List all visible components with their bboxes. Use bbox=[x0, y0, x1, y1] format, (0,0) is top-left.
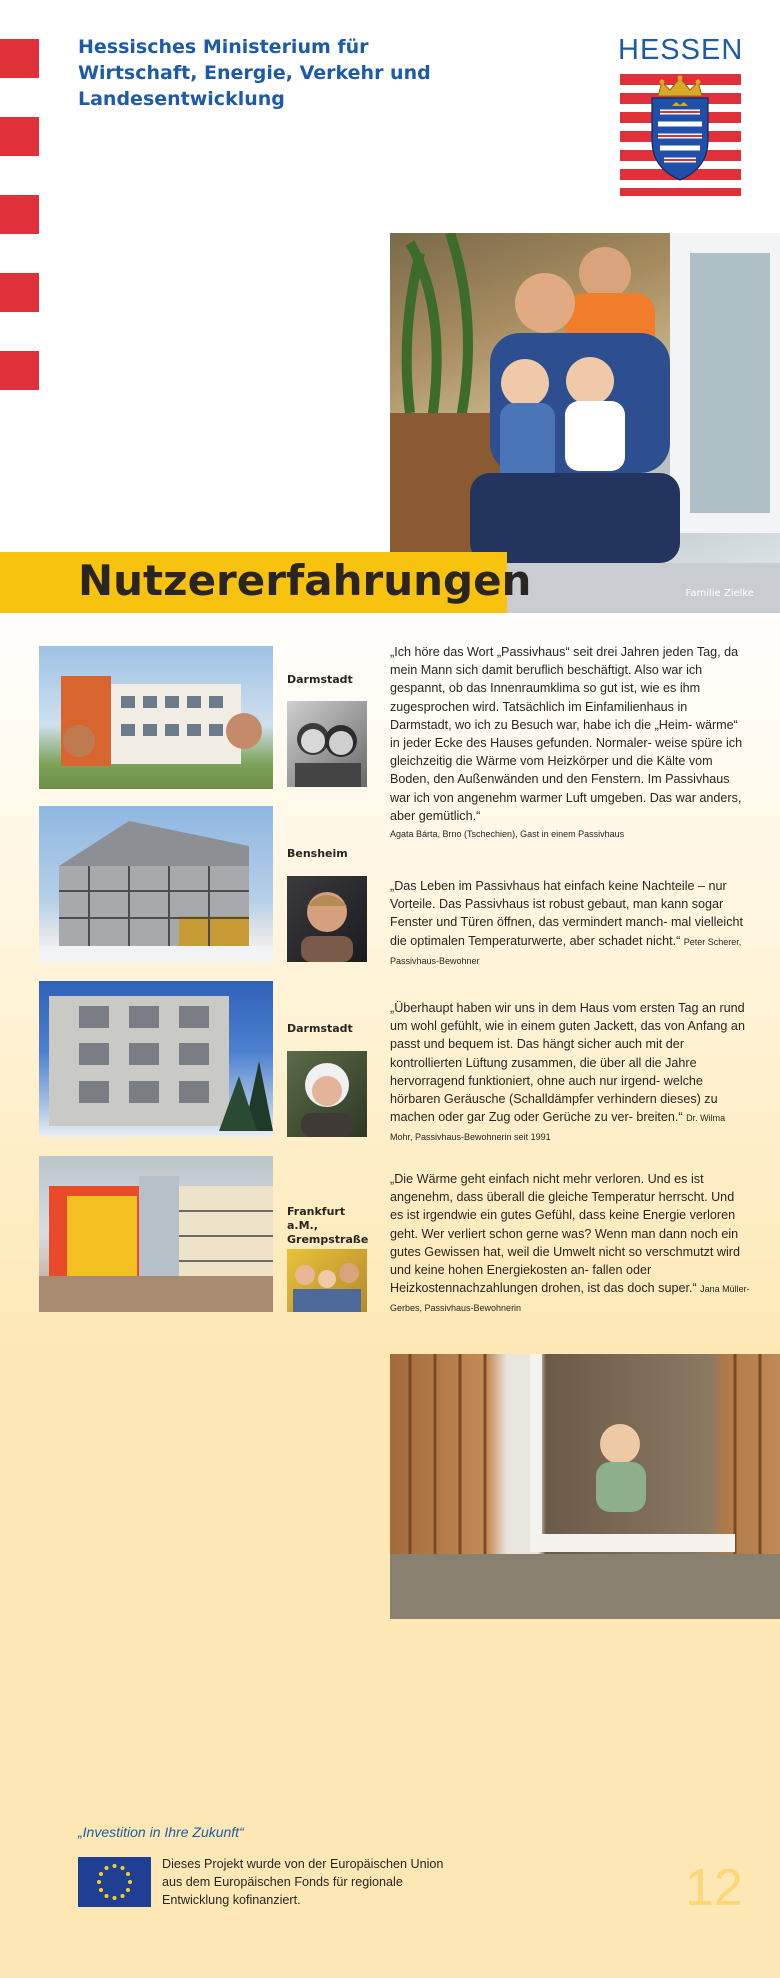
eu-flag bbox=[78, 1857, 151, 1907]
city-label-frankfurt: Frankfurt a.M., Grempstraße bbox=[287, 1205, 369, 1246]
portrait-jana-mueller-gerbes bbox=[287, 1249, 367, 1312]
portrait-peter-scherer bbox=[287, 876, 367, 962]
ministry-name: Hessisches Ministerium für Wirtschaft, Energie, Verkehr und Landesentwicklung bbox=[78, 36, 431, 110]
quote-1 bbox=[390, 643, 750, 843]
city-label-bensheim: Bensheim bbox=[287, 847, 348, 860]
red-marker-1 bbox=[0, 39, 39, 78]
child-at-window-photo bbox=[390, 1354, 780, 1619]
quote-4 bbox=[390, 1170, 750, 1318]
hessen-coat-of-arms bbox=[620, 74, 741, 196]
city-label-darmstadt-1: Darmstadt bbox=[287, 673, 353, 686]
quote-2-text: „Das Leben im Passivhaus hat einfach keine Nachteile – nur Vorteile. Das Passivhaus ist robust gebaut, man kann sogar Fenster und Türen öffnen, das vermindert manch- mal vielleicht die optimalen Temperaturwerte, aber schadet nicht.“ bbox=[390, 879, 744, 948]
quote-3-text: „Überhaupt haben wir uns in dem Haus vom ersten Tag an rund um wohl gefühlt, wie in einem guten Jackett, das von Anfang an passt und bequem ist. Das hängt sicher auch mit der kontrollierten Lüftung zusammen, die über all die Jahre hervorragend funktioniert, ohne auch nur irgend- welche hörbaren Geräusche (Schalldämpfer verhindern dieses) zu machen oder gar Zug oder Gerüche zu ver- breiten.“ bbox=[390, 1001, 745, 1125]
house-photo-bensheim bbox=[39, 806, 273, 962]
red-marker-2 bbox=[0, 117, 39, 156]
section-title: Nutzererfahrungen bbox=[78, 556, 532, 605]
house-photo-frankfurt bbox=[39, 1156, 273, 1312]
quote-4-text: „Die Wärme geht einfach nicht mehr verloren. Und es ist angenehm, dass überall die gleiche Temperatur herrscht. Und es ist irgendwie ein gutes Gefühl, dass keine Energie verloren geht. Wer verliert schon gerne was? Wenn man dann noch ein gutes Gewissen hat, weil die Umwelt nicht so verschmutzt wird und keine hohen Energiekosten an- fallen oder Heizkostennachzahlungen drohen, ist das doch super.“ bbox=[390, 1172, 740, 1296]
quote-1-source: Agata Bárta, Brno (Tschechien), Gast in einem Passivhaus bbox=[390, 829, 625, 840]
portrait-agata-barta bbox=[287, 701, 367, 787]
page-number: 12 bbox=[685, 1859, 743, 1917]
house-photo-darmstadt-1 bbox=[39, 646, 273, 789]
city-label-darmstadt-2: Darmstadt bbox=[287, 1022, 353, 1035]
house-photo-darmstadt-2 bbox=[39, 981, 273, 1137]
photo-caption: Familie Zielke bbox=[685, 588, 754, 599]
quote-4-source: Jana Müller-Gerbes, Passivhaus-Bewohnerin bbox=[390, 1284, 750, 1314]
quote-2-source: Peter Scherer, Passivhaus-Bewohner bbox=[390, 936, 742, 966]
red-marker-3 bbox=[0, 195, 39, 234]
eu-funding-text: Dieses Projekt wurde von der Europäischen Union aus dem Europäischen Fonds für regionale Entwicklung kofinanziert. bbox=[162, 1857, 444, 1907]
state-name: HESSEN bbox=[618, 34, 744, 66]
eu-slogan: „Investition in Ihre Zukunft“ bbox=[78, 1824, 244, 1840]
red-marker-5 bbox=[0, 351, 39, 390]
portrait-wilma-mohr bbox=[287, 1051, 367, 1137]
quote-2 bbox=[390, 877, 750, 970]
quote-1-text: „Ich höre das Wort „Passivhaus“ seit drei Jahren jeden Tag, da mein Mann sich damit beruflich beschäftigt. Also war ich gespannt, ob das Innenraumklima so gut ist, wie es ihm zugesprochen wird. Tatsächlich im Einfamilienhaus in Darmstadt, wo ich zu Besuch war, habe ich die „Heim- wärme“ in jeder Ecke des Hauses gefunden. Normaler- weise spüre ich gleichzeitig die Wärme vom Heizkörper und die Kälte vom Boden, den Außenwänden und den Fenstern. Im Passivhaus war ich von angenehm warmer Luft umgeben. Das war anders, aber gemütlich.“ bbox=[390, 645, 743, 823]
quote-3-source: Dr. Wilma Mohr, Passivhaus-Bewohnerin seit 1991 bbox=[390, 1113, 726, 1143]
red-marker-4 bbox=[0, 273, 39, 312]
quote-3 bbox=[390, 999, 750, 1147]
